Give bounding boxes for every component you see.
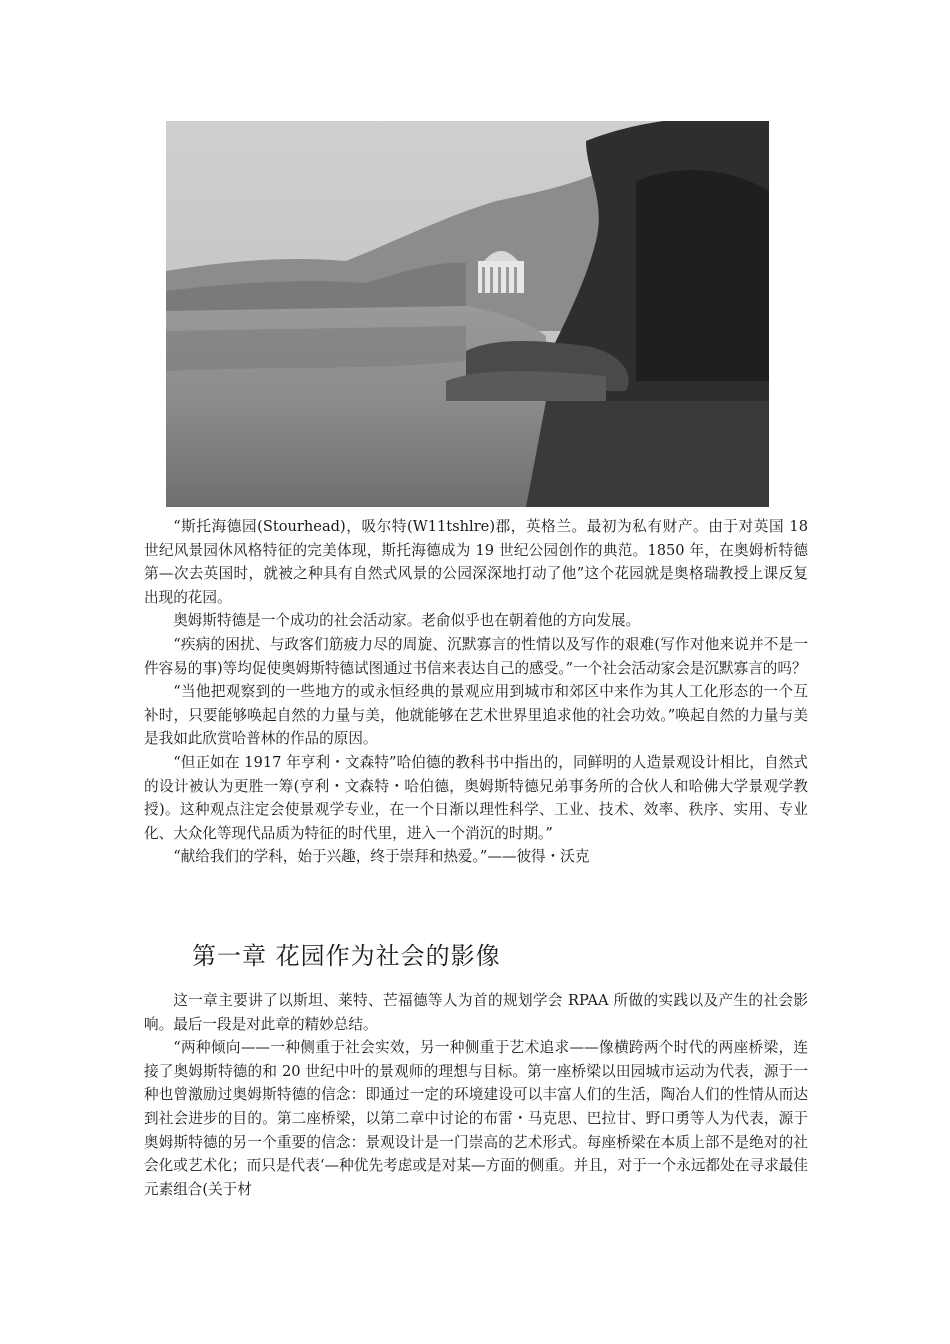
paragraph-illness: “疾病的困扰、与政客们筋疲力尽的周旋、沉默寡言的性情以及写作的艰难(写作对他来说并不是一件容易的事)等均促使奥姆斯特德试图通过书信来表达自己的感受。”一个社会活动家会是沉默寡言的吗？ xyxy=(144,635,808,677)
paragraph-nature-beauty: “当他把观察到的一些地方的或永恒经典的景观应用到城市和郊区中来作为其人工化形态的一个互补时，只要能够唤起自然的力量与美，他就能够在艺术世界里追求他的社会功效。”唤起自然的力量与美是我如此欣赏哈普林的作品的原因。 xyxy=(144,683,808,748)
intro-section xyxy=(144,515,808,869)
chapter-section xyxy=(144,989,808,1201)
stourhead-photo xyxy=(166,121,769,507)
paragraph-hubbard: “但正如在 1917 年亨利・文森特”哈伯德的教科书中指出的，同鲜明的人造景观设计相比，自然式的设计被认为更胜一筹(亨利・文森特・哈伯德，奥姆斯特德兄弟事务所的合伙人和哈佛大学景观学教授)。这种观点注定会使景观学专业，在一个日渐以理性科学、工业、技术、效率、秩序、实用、专业化、大众化等现代品质为特征的时代里，进入一个消沉的时期。” xyxy=(144,753,808,842)
paragraph-two-bridges: “两种倾向——一种侧重于社会实效，另一种侧重于艺术追求——像横跨两个时代的两座桥梁，连接了奥姆斯特德的和 20 世纪中叶的景观师的理想与目标。第一座桥梁以田园城市运动为代表，源于一种也曾激励过奥姆斯特德的信念：即通过一定的环境建设可以丰富人们的生活，陶冶人们的性情从而达到社会进步的目的。第二座桥梁，以第二章中讨论的布雷・马克思、巴拉甘、野口勇等人为代表，源于奥姆斯特德的另一个重要的信念：景观设计是一门崇高的艺术形式。每座桥梁在本质上部不是绝对的社会化或艺术化；而只是代表‘—种优先考虑或是对某—方面的侧重。并且，对于一个永远都处在寻求最佳元素组合(关于材 xyxy=(144,1039,808,1198)
paragraph-rpaa: 这一章主要讲了以斯坦、莱特、芒福德等人为首的规划学会 RPAA 所做的实践以及产生的社会影响。最后一段是对此章的精妙总结。 xyxy=(144,992,808,1033)
paragraph-dedication: “献给我们的学科，始于兴趣，终于崇拜和热爱。”——彼得・沃克 xyxy=(173,848,590,866)
chapter-title: 第一章 花园作为社会的影像 xyxy=(192,942,501,970)
landscape-photo-icon xyxy=(166,121,769,507)
paragraph-stourhead: “斯托海德园(Stourhead)，吸尔特(W11tshlre)郡，英格兰。最初为私有财产。由于对英国 18 世纪风景园休风格特征的完美体现，斯托海德成为 19 世纪公园创作的典范。1850 年，在奥姆析特德第—次去英国时，就被之种具有自然式风景的公园深深地打动了他”这个花园就是奥格瑞教授上课反复出现的花园。 xyxy=(144,518,808,606)
paragraph-olmsted-activist: 奥姆斯特德是一个成功的社会活动家。老俞似乎也在朝着他的方向发展。 xyxy=(173,612,641,630)
